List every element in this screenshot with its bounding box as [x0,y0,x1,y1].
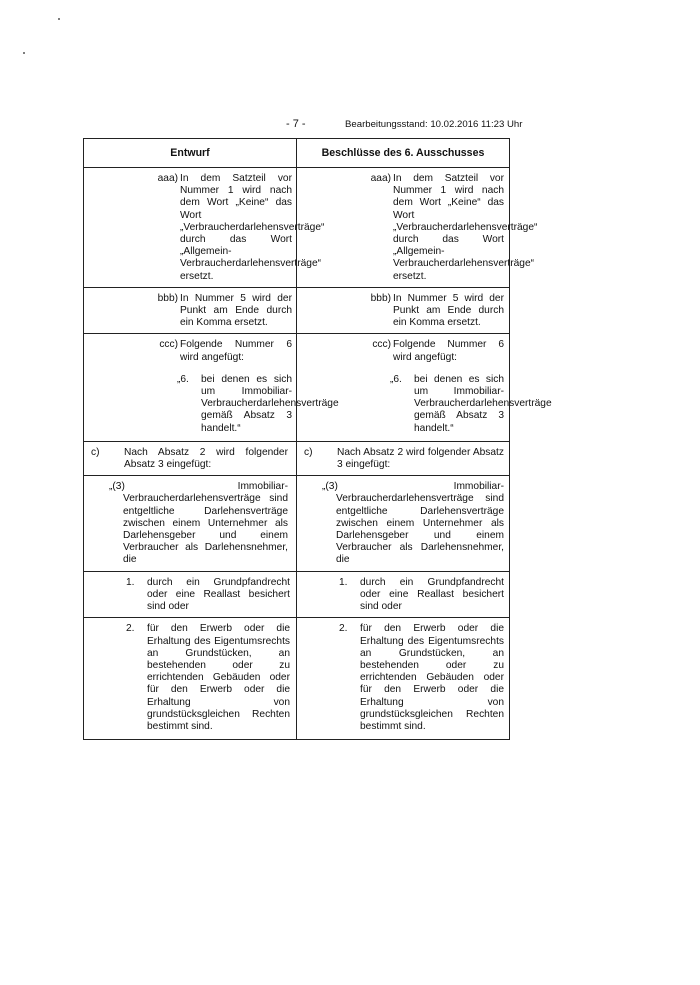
scan-speck [23,52,25,54]
item-text: In dem Satzteil vor Nummer 1 wird nach dem Wort „Keine“ das Wort „Verbraucherdarlehensverträge“ durch das Wort „Allgemein-Verbraucherdarlehensverträge“ ersetzt. [393,173,538,282]
item-label: 2. [339,623,348,635]
column-header-entwurf: Entwurf [84,139,297,168]
item-label: 1. [339,576,348,588]
item-label: c) [304,446,313,458]
item-label: aaa) [157,173,178,184]
paragraph-text: „(3) Immobiliar-Verbraucherdarlehensverträge sind entgeltliche Darlehensverträge zwischen einem Unternehmer als Darlehensgeber und einem Verbraucher als Darlehensnehmer, die [109,481,288,566]
editing-status: Bearbeitungsstand: 10.02.2016 11:23 Uhr [345,119,523,130]
right-cell [297,334,552,441]
left-cell [84,334,339,441]
paragraph-text: „(3) Immobiliar-Verbraucherdarlehensverträge sind entgeltliche Darlehensverträge zwischen einem Unternehmer als Darlehensgeber und einem Verbraucher als Darlehensnehmer, die [322,481,504,566]
item-text: In dem Satzteil vor Nummer 1 wird nach dem Wort „Keine“ das Wort „Verbraucherdarlehensverträge“ durch das Wort „Allgemein-Verbraucherdarlehensverträge“ ersetzt. [180,173,325,282]
left-cell [84,168,325,288]
left-cell [84,571,297,618]
page-number: - 7 - [286,118,306,130]
right-cell [297,287,510,334]
column-header-beschluesse: Beschlüsse des 6. Ausschusses [297,139,510,168]
table-header-row [84,139,510,168]
item-label: ccc) [159,339,178,351]
item-label: bbb) [157,292,178,304]
item-label: bbb) [370,292,391,304]
left-cell [84,476,297,571]
item-text: Folgende Nummer 6 wird angefügt: [180,339,292,363]
left-cell [84,441,297,475]
item-label: 2. [126,623,135,635]
right-cell [297,618,510,740]
item-text: durch ein Grundpfandrecht oder eine Reallast besichert sind oder [360,576,504,613]
table-row [84,287,510,334]
item-label: 1. [126,576,135,588]
item-text: für den Erwerb oder die Erhaltung des Eigentumsrechts an Grundstücken, an bestehenden oder zu errichtenden Gebäuden oder für den Erwerb oder die Erhaltung von grundstücksgleichen Rechten bestimmt sind. [147,623,290,732]
left-cell [84,618,297,740]
item-text: Nach Absatz 2 wird folgender Absatz 3 eingefügt: [337,446,504,471]
item-label: aaa) [370,173,391,184]
sub-item-label: „6. [390,373,402,385]
table-row [84,571,510,618]
comparison-table [83,138,552,740]
scan-speck [58,18,60,20]
right-cell [297,571,510,618]
item-text: In Nummer 5 wird der Punkt am Ende durch ein Komma ersetzt. [180,292,292,329]
item-text: Nach Absatz 2 wird folgender Absatz 3 eingefügt: [124,446,288,471]
item-label: ccc) [372,339,391,351]
item-text: In Nummer 5 wird der Punkt am Ende durch ein Komma ersetzt. [393,292,504,329]
left-cell [84,287,297,334]
item-text: durch ein Grundpfandrecht oder eine Reallast besichert sind oder [147,576,290,613]
table-row [84,334,510,441]
table-row [84,441,510,475]
table-row [84,168,510,288]
sub-item-text: bei denen es sich um Immobiliar-Verbraucherdarlehensverträge gemäß Absatz 3 handelt.“ [414,373,552,434]
right-cell [297,441,510,475]
item-text: Folgende Nummer 6 wird angefügt: [393,339,504,363]
table-row [84,618,510,740]
item-label: c) [91,446,100,458]
right-cell [297,168,538,288]
right-cell [297,476,510,571]
sub-item-text: bei denen es sich um Immobiliar-Verbraucherdarlehensverträge gemäß Absatz 3 handelt.“ [201,373,339,434]
item-text: für den Erwerb oder die Erhaltung des Eigentumsrechts an Grundstücken, an bestehenden oder zu errichtenden Gebäuden oder für den Erwerb oder die Erhaltung von grundstücksgleichen Rechten bestimmt sind. [360,623,504,732]
sub-item-label: „6. [177,373,189,385]
table-row [84,476,510,571]
